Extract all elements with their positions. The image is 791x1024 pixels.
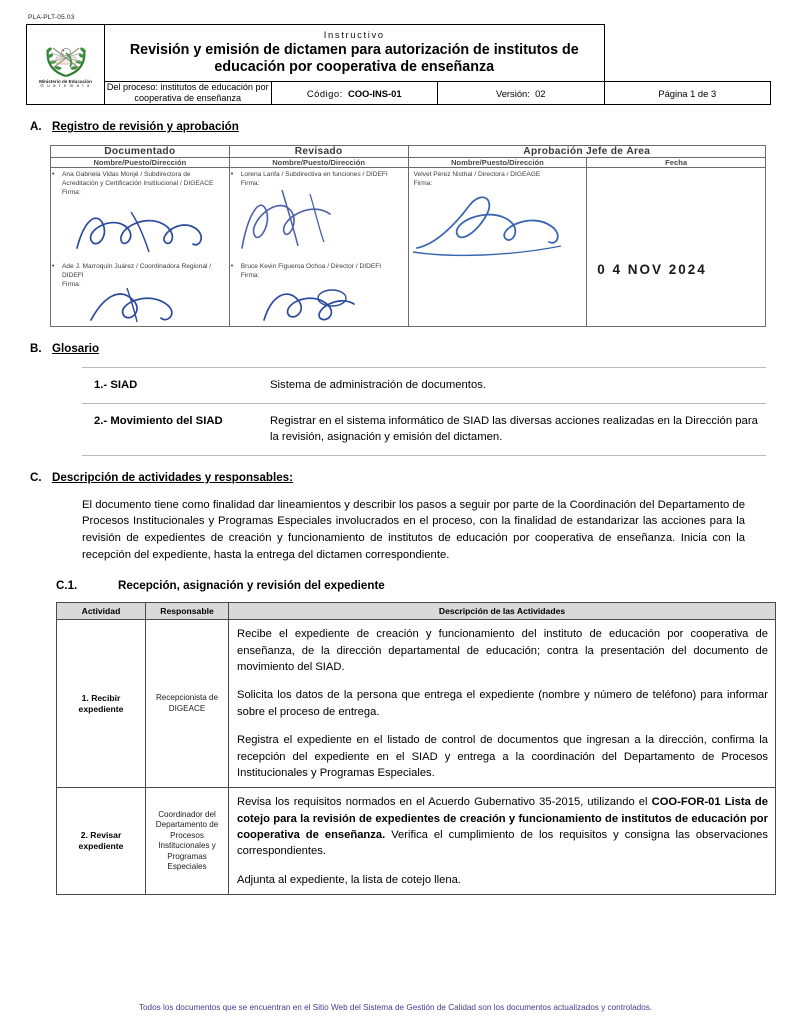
activity-paragraph: Adjunta al expediente, la lista de cotejo llena. — [237, 873, 461, 886]
document-header-table — [26, 24, 771, 105]
glossary-term: 1.- SIAD — [82, 368, 264, 403]
handwritten-signature — [67, 204, 237, 256]
guatemala-emblem-icon — [37, 40, 95, 90]
activity-paragraph: Recibe el expediente de creación y funcionamiento del instituto de educación por cooperativa de enseñanza, de la dirección departamental de educación; contra la presentación del documento de movimiento del SIAD. — [237, 628, 768, 674]
glossary-definition: Registrar en el sistema informático de SIAD las diversas acciones realizadas en la Dirección para la revisión, asignación y emisión del dictamen. — [264, 403, 766, 455]
sig-cell-aprobacion — [408, 168, 587, 327]
section-c-letter: C. — [30, 470, 42, 484]
activities-table-wrapper — [22, 602, 769, 894]
signatory-entry — [51, 168, 229, 198]
signatory-entry — [230, 260, 408, 281]
document-type-label: Instructivo — [323, 30, 385, 41]
code-cell — [271, 81, 438, 105]
page-number-cell: Página 1 de 3 — [604, 81, 771, 105]
handwritten-signature — [258, 284, 418, 326]
signatory-name: Lorena Lanfa / Subdirectiva en funciones / DIDEFI — [240, 171, 388, 179]
logo-caption-country: G u a t e m a l a — [40, 82, 91, 88]
activity-paragraph: Solicita los datos de la persona que entrega el expediente (nombre y número de teléfono) para informar sobre el proceso de entrega. — [237, 689, 768, 718]
sig-header-documentado: Documentado — [51, 146, 230, 158]
activity-text-post: Verifica el cumplimiento de los requisitos y consigna las observaciones correspondientes. — [237, 828, 768, 858]
bullet-icon: • — [230, 263, 234, 271]
ministry-logo-cell — [27, 25, 105, 105]
cell-responsable: Coordinador del Departamento de Procesos Institucionales y Programas Especiales — [146, 788, 229, 895]
version-cell — [438, 81, 605, 105]
section-c1-heading — [22, 579, 769, 592]
glossary-definition: Sistema de administración de documentos. — [264, 368, 766, 403]
code-label: Código: — [306, 87, 343, 99]
signatory-entry — [51, 260, 229, 290]
cell-actividad: 2. Revisar expediente — [57, 788, 146, 895]
bullet-icon: • — [230, 171, 234, 179]
cell-responsable: Recepcionista de DIGEACE — [146, 620, 229, 788]
section-c1-title: Recepción, asignación y revisión del expediente — [118, 579, 385, 593]
section-a-letter: A. — [30, 120, 42, 134]
glossary-term: 2.- Movimiento del SIAD — [82, 403, 264, 455]
section-c-title: Descripción de actividades y responsables: — [52, 470, 293, 484]
sig-sub-documentado: Nombre/Puesto/Dirección — [51, 158, 230, 168]
handwritten-signature — [87, 286, 227, 326]
section-a-heading — [22, 120, 769, 133]
version-value: 02 — [535, 87, 546, 99]
table-row — [57, 620, 776, 788]
code-value: COO-INS-01 — [347, 87, 402, 99]
table-row — [82, 368, 766, 403]
signatory-firma-label: Firma: — [240, 180, 260, 188]
form-code: PLA-PLT-05.03 — [28, 14, 75, 21]
section-b-title: Glosario — [52, 342, 100, 356]
bullet-icon: • — [52, 263, 55, 271]
section-c-heading — [22, 471, 769, 484]
process-label: Del proceso: institutos de educación por cooperativa de enseñanza — [105, 81, 272, 105]
section-a-title: Registro de revisión y aprobación — [52, 120, 239, 134]
description-paragraph: El documento tiene como finalidad dar lineamientos y describir los pasos a seguir por parte de la Coordinación del Departamento de Procesos Institucionales y Programas Especiales involucrados en el proceso, con la finalidad de estandarizar las acciones para la revisión de expedientes de creación y funcionamiento de institutos de educación por cooperativa de enseñanza. Inicia con la recepción del expediente, hasta la entrega del dictamen correspondiente. — [82, 498, 745, 561]
version-label: Versión: — [495, 87, 530, 99]
signatory-entry — [230, 168, 408, 189]
sig-cell-fecha — [587, 168, 766, 327]
activity-text-bold: COO-FOR-01 Lista de cotejo para la revisión de expedientes de creación y funcionamiento de institutos de educación por cooperativa de enseñanza. — [237, 796, 768, 841]
signatory-firma-label: Firma: — [62, 281, 81, 289]
column-header-responsable: Responsable — [146, 603, 229, 620]
header-title-cell — [105, 25, 605, 82]
cell-descripcion — [229, 788, 776, 895]
signatory-name: Ade J. Marroquín Juárez / Coordinadora Regional / DIDEFI — [62, 263, 212, 280]
sig-header-aprobacion: Aprobación Jefe de Área — [408, 146, 766, 158]
table-header-row — [57, 603, 776, 620]
cell-descripcion — [229, 620, 776, 788]
logo-caption-ministry: Ministerio de Educación — [39, 78, 92, 84]
sig-header-revisado: Revisado — [229, 146, 408, 158]
signatory-firma-label: Firma: — [240, 272, 260, 280]
activities-table — [56, 602, 776, 894]
sig-sub-fecha: Fecha — [587, 158, 766, 168]
signatory-name: Ana Gabriela Vidas Monjé / Subdirectora de Acreditación y Certificación Institucional / DIGEACE — [62, 171, 214, 188]
approval-date-stamp: 0 4 NOV 2024 — [597, 262, 707, 278]
section-b-letter: B. — [30, 342, 42, 356]
section-b-heading — [22, 342, 769, 355]
sig-sub-revisado: Nombre/Puesto/Dirección — [229, 158, 408, 168]
handwritten-signature — [411, 192, 581, 262]
sig-sub-aprobacion: Nombre/Puesto/Dirección — [408, 158, 587, 168]
page-footer: Todos los documentos que se encuentran en el Sitio Web del Sistema de Gestión de Calidad son los documentos actualizados y controlados. — [138, 1003, 653, 1012]
signatory-entry — [409, 168, 587, 189]
bullet-icon: • — [52, 171, 55, 179]
section-c1-number: C.1. — [56, 579, 78, 593]
document-title: Revisión y emisión de dictamen para autorización de institutos de educación por cooperativa de enseñanza — [129, 42, 579, 75]
sig-cell-revisado — [229, 168, 408, 327]
signatory-firma-label: Firma: — [413, 180, 433, 188]
signatory-firma-label: Firma: — [62, 189, 81, 197]
column-header-actividad: Actividad — [57, 603, 146, 620]
activity-text-pre: Revisa los requisitos normados en el Acuerdo Gubernativo 35-2015, utilizando el — [237, 796, 652, 809]
sig-cell-documentado — [51, 168, 230, 327]
column-header-descripcion: Descripción de las Actividades — [229, 603, 776, 620]
activity-paragraph — [237, 794, 768, 859]
signatory-name: Velvet Pérez Nisthal / Directora / DIGEAGE — [413, 171, 541, 179]
signature-table — [50, 145, 766, 327]
glossary-wrapper — [22, 367, 769, 455]
table-row — [57, 788, 776, 895]
table-row — [82, 403, 766, 455]
activity-paragraph: Registra el expediente en el listado de control de documentos que ingresan a la dirección, confirma la recepción del expediente en el SIAD y entrega a la coordinación del Departamento de Procesos Institucionales y Programas Especiales. — [237, 734, 768, 779]
cell-actividad: 1. Recibir expediente — [57, 620, 146, 788]
glossary-table — [82, 367, 766, 455]
signature-table-wrapper — [22, 145, 769, 327]
signatory-name: Bruce Kevin Figueroa Ochoa / Director / DIDEFI — [240, 263, 382, 271]
